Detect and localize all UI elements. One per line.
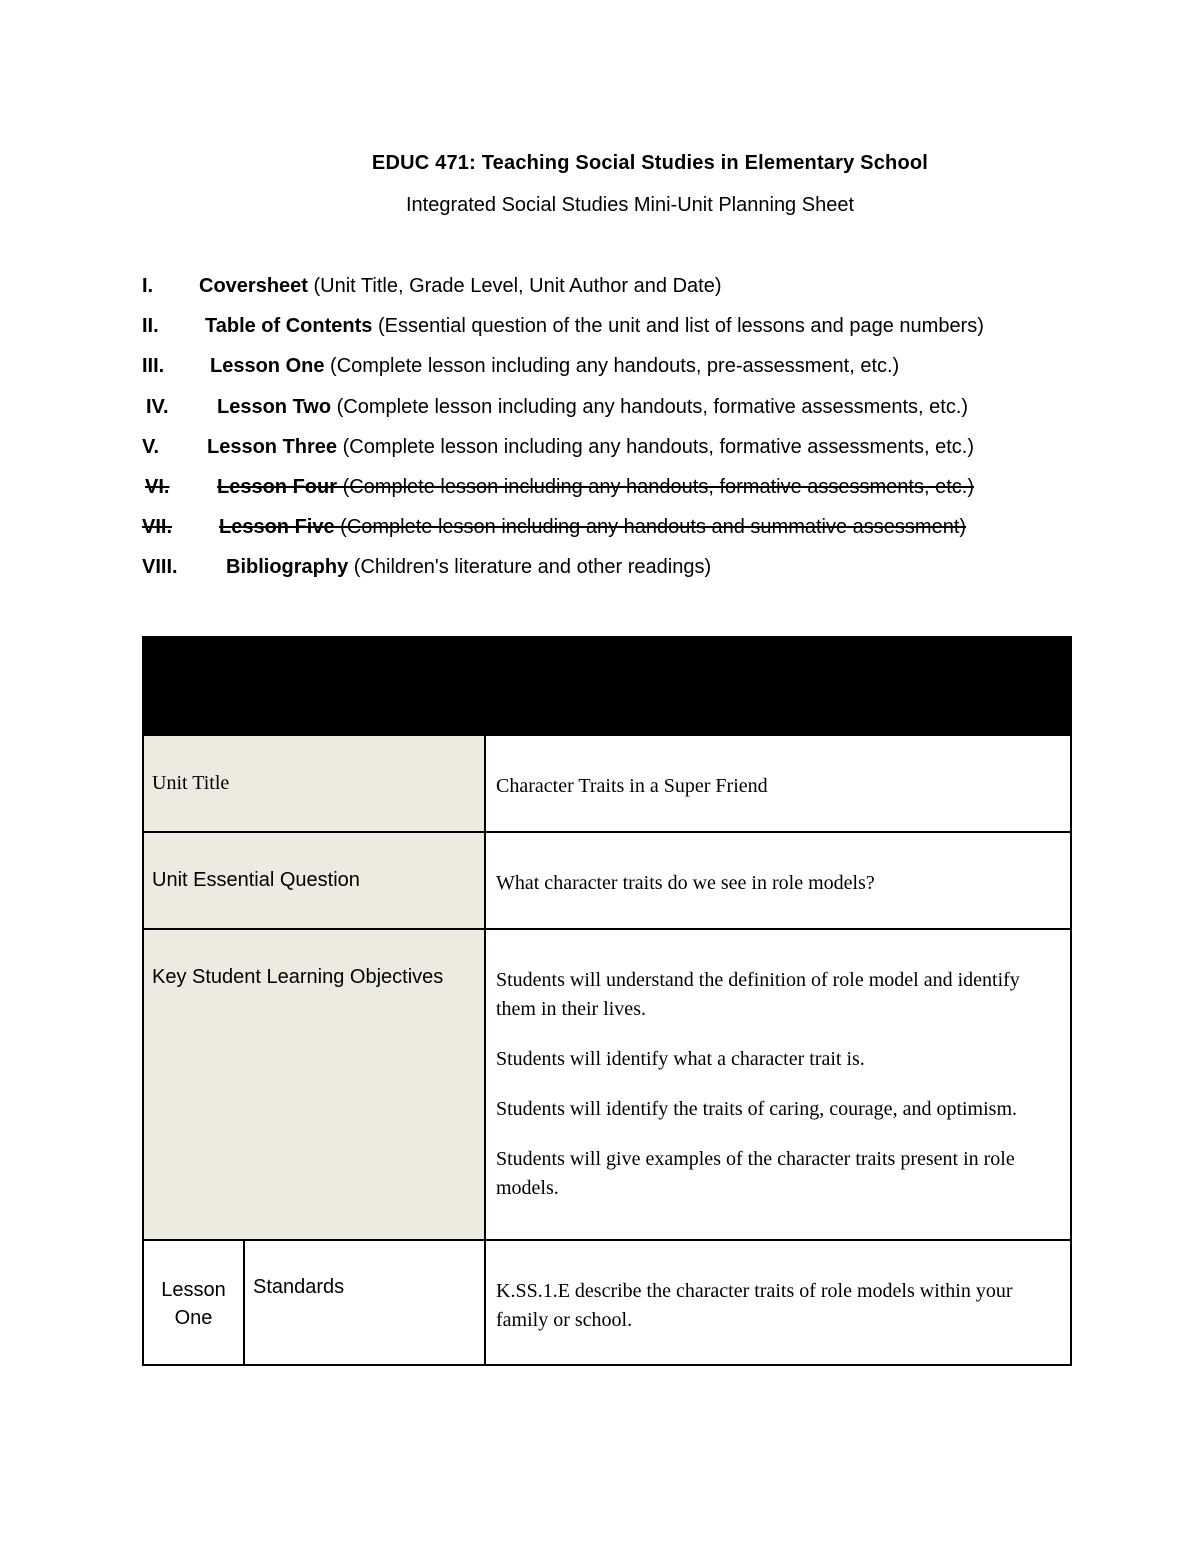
outline-heading: Lesson One [210,355,325,378]
standards-label: Standards [244,1240,485,1365]
outline-number: III. [142,355,165,378]
unit-title-label: Unit Title [143,735,485,832]
outline-item-lesson-five [142,515,1142,555]
table-row [143,832,1071,929]
outline-number: VII. [142,516,173,539]
objective-item: Students will give examples of the character traits present in role models. [496,1148,1015,1199]
lesson-label-line: One [174,1307,213,1329]
table-row [143,1240,1071,1365]
outline-number: VI. [145,475,170,498]
table-row [143,929,1071,1240]
outline-detail: (Complete lesson including any handouts and summative assessment) [334,516,967,539]
outline-heading: Bibliography [226,556,349,579]
outline-detail: (Children's literature and other readings) [348,556,712,579]
outline-detail: (Essential question of the unit and list of lessons and page numbers) [372,315,984,338]
outline-item-lesson-two [142,395,1142,435]
outline-heading: Lesson Two [217,395,332,418]
outline-item-lesson-one [142,354,1142,394]
planning-outline [142,274,1142,596]
outline-item-coversheet [142,274,1142,314]
essential-question-value: What character traits do we see in role models? [485,832,1071,929]
outline-number: VIII. [142,556,178,579]
essential-question-label: Unit Essential Question [143,832,485,929]
outline-item-table-of-contents [142,314,1142,354]
table-header-row [143,637,1071,735]
outline-detail: (Complete lesson including any handouts, pre-assessment, etc.) [324,355,900,378]
document-subtitle: Integrated Social Studies Mini-Unit Planning Sheet [405,194,855,216]
outline-detail: (Complete lesson including any handouts, formative assessments, etc.) [337,435,975,458]
objectives-label: Key Student Learning Objectives [143,929,485,1240]
outline-heading: Coversheet [199,275,308,297]
lesson-label [143,1240,244,1365]
outline-number: V. [142,435,160,458]
objectives-list [485,929,1071,1240]
outline-heading: Lesson Three [207,435,338,458]
document-title: EDUC 471: Teaching Social Studies in Elementary School [371,152,929,174]
outline-number: II. [142,315,159,338]
outline-item-lesson-three [142,435,1142,475]
outline-detail: (Complete lesson including any handouts, formative assessments, etc.) [331,395,969,418]
objective-item: Students will understand the definition of role model and identify them in their lives. [496,969,1020,1020]
unit-planning-table [142,636,1072,1366]
standards-value: K.SS.1.E describe the character traits of role models within your family or school. [485,1240,1071,1365]
outline-heading: Lesson Five [219,516,335,539]
objective-item: Students will identify the traits of caring, courage, and optimism. [496,1098,1018,1120]
lesson-label-line: Lesson [161,1279,226,1301]
outline-item-lesson-four [142,475,1142,515]
outline-number: IV. [146,395,169,418]
outline-item-bibliography [142,555,1142,595]
outline-heading: Lesson Four [217,475,338,498]
outline-number: I. [142,275,154,297]
objective-item: Students will identify what a character trait is. [496,1048,865,1070]
table-row [143,735,1071,832]
outline-detail: (Complete lesson including any handouts, formative assessments, etc.) [337,475,974,498]
outline-detail: (Unit Title, Grade Level, Unit Author and Date) [307,275,722,297]
table-header-bar [143,637,1071,735]
unit-title-value: Character Traits in a Super Friend [485,735,1071,832]
outline-heading: Table of Contents [205,315,373,338]
